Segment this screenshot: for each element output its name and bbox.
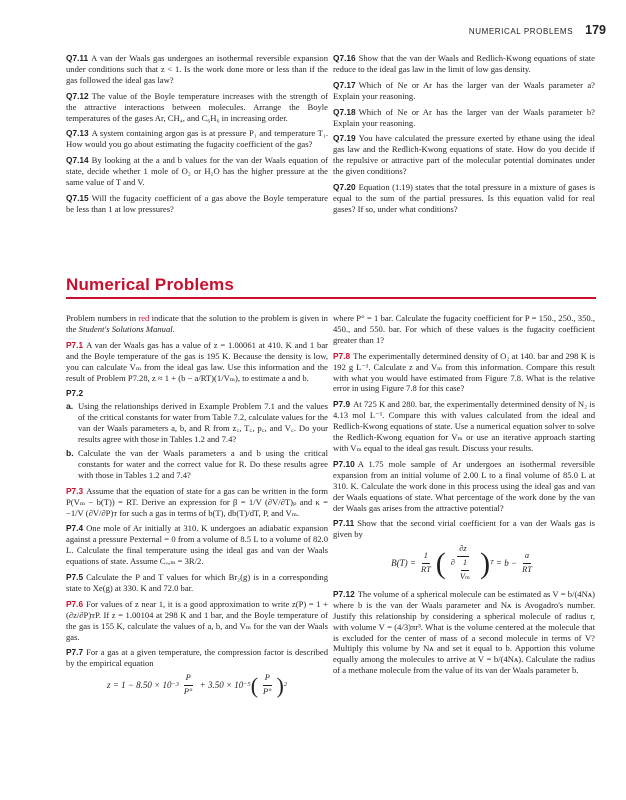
question-number: Q7.16: [333, 53, 356, 63]
intro-text: Problem numbers in: [66, 313, 139, 323]
left-paren: (: [435, 546, 446, 580]
problem-text: Calculate the P and T values for which Br₂(g) is in a corresponding state to Xe(g) at 330. K and 72.0 bar.: [66, 572, 328, 593]
problem-number: P7.4: [66, 523, 84, 534]
eq-numerator: P: [184, 673, 193, 686]
problem: [66, 388, 328, 399]
problem: [66, 486, 328, 519]
question: [333, 107, 595, 129]
problem-text: Assume that the equation of state for a gas can be written in the form P(Vₘ − b(T)) = RT. Derive an expression for β = 1/V (∂V/∂T)ₚ and κ = −1/V (∂V/∂P)ᴛ for such a gas in terms of b(T), db(T)/dT, P, and Vₘ.: [66, 485, 328, 518]
eq-denominator: Vₘ: [459, 572, 471, 582]
question-text: Equation (1.19) states that the total pressure in a mixture of gases is equal to the sum of the partial pressures. Is this equation valid for real gases? If so, under what conditions?: [333, 182, 595, 214]
intro-text: indicate that the solution to the problem is given in the: [66, 313, 328, 334]
problem-number: P7.7: [66, 647, 84, 658]
eq-denominator: P°: [183, 687, 193, 697]
question: [333, 80, 595, 102]
eq-rhs: = b −: [495, 558, 518, 569]
eq-numerator: a: [523, 551, 531, 564]
problem-text: One mole of Ar initially at 310. K undergoes an adiabatic expansion against a pressure Pexternal = 0 from a volume of 8.5 L to a volume of 82.0 L. Calculate the final temperature using the ideal gas and van der Waals equations of state. Assume Cᵥ,ₘ = 3R/2.: [66, 523, 328, 567]
part-text: Calculate the van der Waals parameters a and b using the critical constants for water and the correct value for R. Do these results agree with those in Tables 1.2 and 7.4?: [78, 447, 328, 480]
intro-text: .: [172, 323, 175, 334]
eq-numerator: 1: [422, 551, 430, 564]
left-paren: (: [250, 672, 259, 698]
question: [66, 193, 328, 215]
section-divider: [66, 297, 596, 299]
problem: [66, 599, 328, 643]
eq-lhs: z = 1 − 8.50 × 10: [107, 680, 172, 691]
problem-text: A 1.75 mole sample of Ar undergoes an isothermal reversible expansion from an initial volume of 2.00 L to a final volume of 85.0 L at 310. K. Calculate the work done in this process using the ideal gas and van der Waals equations of state. What percentage of the work done by the van der Waals gas arises from the attractive potential?: [333, 458, 595, 513]
question-number: Q7.13: [66, 128, 89, 139]
eq-numerator: P: [263, 673, 272, 686]
eq-square: 2: [283, 681, 287, 689]
question-number: Q7.15: [66, 192, 89, 203]
question-number: Q7.18: [333, 106, 356, 117]
question: [66, 91, 328, 124]
eq-denominator: RT: [420, 565, 431, 575]
problem: [66, 647, 328, 669]
part-label: b.: [66, 447, 74, 458]
problem: [66, 572, 328, 594]
problem-text: The volume of a spherical molecule can be estimated as V = b/(4Nᴀ) where b is the van der Waals parameter and Nᴀ is Avogadro's number. Justify this relationship by considering a spherical molecule of radius r, with volume V = (4/3)πr³. What is the volume centered at the molecule that is excluded for the center of mass of a second molecule in terms of V? Multiply this volume by Nᴀ and set it equal to b. Apportion this volume equally among the molecules to arrive at V = b/(4Nᴀ). Calculate the radius of a methane molecule from the value of its van der Waals parameter b.: [333, 588, 595, 676]
problem-part: [66, 401, 328, 445]
eq-fraction: [261, 673, 273, 698]
problem: [333, 589, 595, 676]
right-paren: ): [480, 546, 491, 580]
question-text: Which of Ne or Ar has the larger van der Waals parameter a? Explain your reasoning.: [333, 79, 595, 101]
eq-numerator: ∂z: [457, 544, 468, 557]
eq-denominator: P°: [263, 687, 272, 697]
eq-lhs: B(T) =: [391, 558, 416, 569]
problem-text: A van der Waals gas has a value of z = 1.00061 at 410. K and 1 bar and the Boyle temperature of the gas is 195 K. Because the density is low, you can calculate Vₘ from the ideal gas law. Use this information and the result of Problem P7.28, z ≈ 1 + (b − a/RT)(1/Vₘ), to estimate a and b.: [66, 339, 328, 383]
part-label: a.: [66, 401, 74, 412]
question-text: Which of Ne or Ar has the larger van der Waals parameter b? Explain your reasoning.: [333, 106, 595, 128]
page-header: [469, 23, 606, 43]
continued-paragraph: where P° = 1 bar. Calculate the fugacity coefficient for P = 150., 250., 350., 450., and 550. bar. For which of these values is the fugacity coefficient greater than 1?: [333, 313, 595, 345]
problem: [66, 340, 328, 384]
question: [66, 53, 328, 86]
question-number: Q7.17: [333, 79, 356, 90]
question-number: Q7.11: [66, 53, 89, 63]
compression-factor-equation: [66, 673, 328, 698]
question: [333, 182, 595, 215]
question-text: By looking at the a and b values for the van der Waals equation of state, decide whether 1 mole of O₂ or H₂O has the higher pressure at the same value of T and V.: [66, 155, 328, 188]
eq-subscript: T: [490, 559, 494, 567]
problem-number: P7.2: [66, 388, 84, 399]
problem: [333, 399, 595, 454]
question-number: Q7.19: [333, 133, 356, 144]
question: [66, 128, 328, 150]
eq-derivative: [449, 544, 477, 583]
section-title: Numerical Problems: [66, 275, 234, 294]
problem-part: [66, 448, 328, 481]
conceptual-questions-left: [66, 53, 328, 220]
part-text: Using the relationships derived in Example Problem 7.1 and the values of the critical constants for water from Table 7.2, calculate values for the van der Waals parameters a, b, and R from z꜀, T꜀, p꜀, and V꜀. Do your results agree with those in Tables 1.2 and 7.4?: [78, 401, 328, 445]
problem-number: P7.10: [333, 458, 355, 469]
problem-text: For a gas at a given temperature, the compression factor is described by the empirical equation: [66, 647, 328, 669]
problem: [66, 523, 328, 567]
problem-text: At 725 K and 280. bar, the experimentally determined density of N₂ is 4.13 mol L⁻¹. Compare this with values calculated from the ideal and Redlich-Kwong equations of state. Use a numerical equation solver to solve the Redlich-Kwong equation for Vₘ or use an iterative approach starting with Vₘ equal to the ideal gas result. Discuss your results.: [333, 399, 595, 453]
question-number: Q7.20: [333, 182, 356, 193]
question-text: A van der Waals gas undergoes an isothermal reversible expansion under conditions such that z < 1. Is the work done more or less than if the gas followed the ideal gas law?: [66, 53, 328, 85]
problem-number: P7.3: [66, 485, 84, 496]
question-text: The value of the Boyle temperature increases with the strength of the attractive interactions between molecules. Arrange the Boyle temperatures of the gases Ar, CH₄, and C₆H₆ in increasing order.: [66, 90, 328, 123]
problem: [333, 518, 595, 540]
problem-number: P7.6: [66, 598, 84, 609]
problem-number: P7.8: [333, 350, 351, 361]
problem-number: P7.12: [333, 588, 355, 599]
intro-paragraph: [66, 313, 328, 335]
eq-fraction: [419, 551, 433, 576]
intro-red-word: red: [138, 313, 150, 323]
problem-text: Show that the second virial coefficient for a van der Waals gas is given by: [333, 518, 595, 540]
intro-manual-title: Student's Solutions Manual: [78, 323, 173, 334]
question-text: Show that the van der Waals and Redlich-Kwong equations of state reduce to the ideal gas law in the limit of low gas density.: [333, 53, 595, 74]
problem-text: For values of z near 1, it is a good approximation to write z(P) = 1 + (∂z/∂P)ᴛP. If z = 1.00104 at 298 K and 1 bar, and the Boyle temperature of the gas is 155 K, calculate the values of a, b, and Vₘ for the van der Waals gas.: [66, 598, 328, 642]
problem: [333, 459, 595, 514]
running-title: NUMERICAL PROBLEMS: [468, 27, 574, 36]
problem-number: P7.1: [66, 339, 84, 350]
eq-exponent: −5: [243, 681, 251, 689]
page-number: 179: [585, 23, 606, 37]
eq-denominator: ∂ $\frac{1}{\text{Vₘ}}$: [450, 558, 471, 582]
virial-coefficient-equation: [333, 544, 595, 583]
question-text: A system containing argon gas is at pressure P₁ and temperature T₁. How would you go about estimating the fugacity coefficient of the gas?: [66, 128, 328, 150]
question-text: You have calculated the pressure exerted by ethane using the ideal gas law and the Redlich-Kwong equations of state. How do you decide if the repulsive or attractive part of the molecular potential dominates under the given conditions?: [333, 133, 595, 177]
eq-fraction: [520, 551, 534, 576]
question: [333, 133, 595, 177]
eq-inner-fraction: [458, 558, 472, 583]
question: [66, 155, 328, 188]
numerical-problems-right: [333, 313, 595, 681]
problem-number: P7.5: [66, 572, 84, 583]
problem-number: P7.11: [333, 518, 355, 529]
problem-text: The experimentally determined density of O₂ at 140. bar and 298 K is 192 g L⁻¹. Calculate z and Vₘ from this information. Compare this result with what you would have estimated from Figure 7.8. What is the relative error in using Figure 7.8 for this case?: [333, 350, 595, 394]
eq-exponent: −3: [171, 681, 179, 689]
eq-denominator: RT: [522, 565, 532, 575]
question-number: Q7.14: [66, 155, 89, 166]
eq-numerator: 1: [461, 558, 469, 571]
question: [333, 53, 595, 75]
eq-fraction: [182, 673, 194, 698]
question-number: Q7.12: [66, 90, 89, 101]
right-paren: ): [276, 672, 284, 698]
conceptual-questions-right: [333, 53, 595, 220]
problem-number: P7.9: [333, 399, 351, 410]
numerical-problems-left: [66, 313, 328, 704]
problem: [333, 351, 595, 395]
eq-term: + 3.50 × 10: [199, 680, 244, 691]
question-text: Will the fugacity coefficient of a gas above the Boyle temperature be less than 1 at low pressures?: [66, 192, 328, 214]
